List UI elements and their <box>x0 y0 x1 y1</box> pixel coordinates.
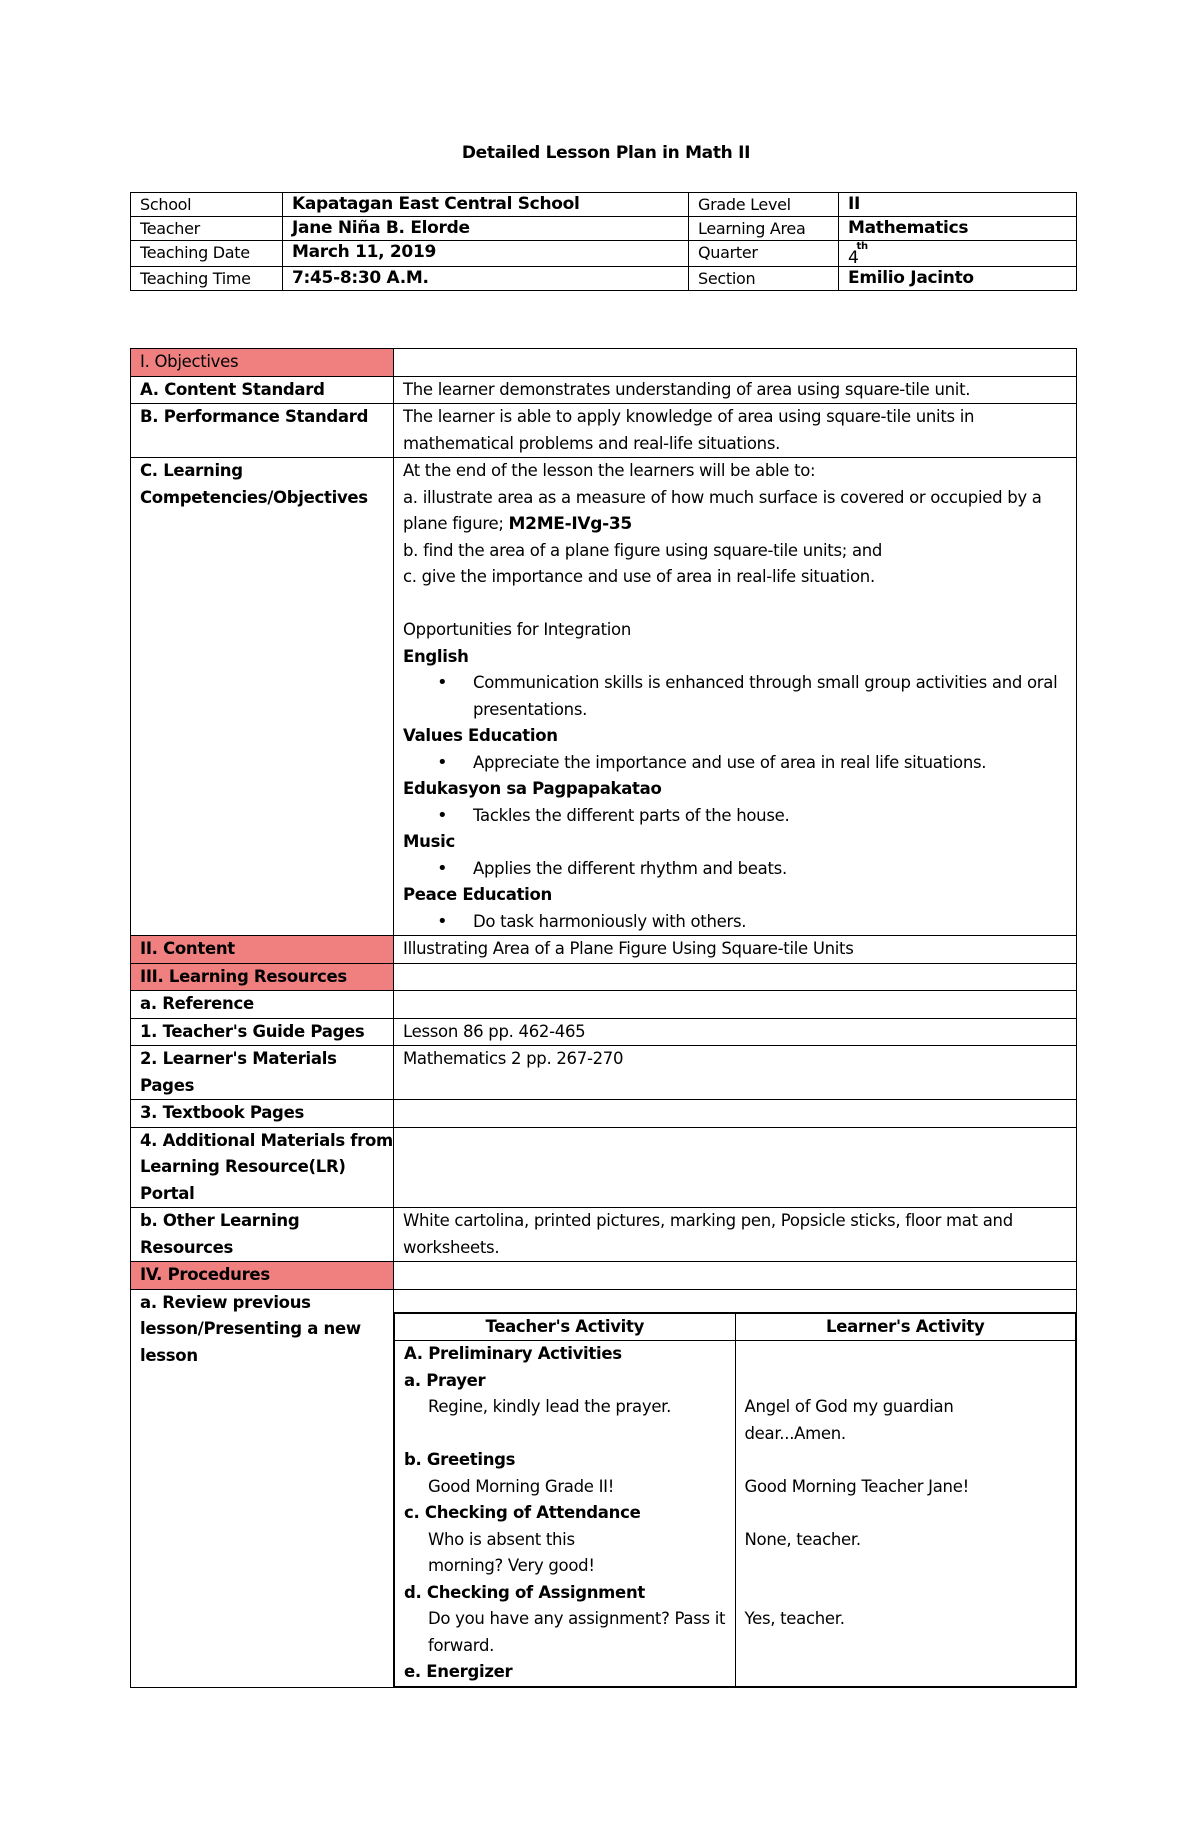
reference-label: a. Reference <box>131 991 394 1019</box>
section-label: Section <box>689 267 839 291</box>
prayer-title: a. Prayer <box>404 1370 486 1390</box>
grade-value: II <box>839 193 1077 217</box>
energizer-title: e. Energizer <box>404 1662 513 1681</box>
other-resources-label: b. Other Learning Resources <box>131 1208 394 1262</box>
greetings-teacher: Good Morning Grade II! <box>428 1476 615 1496</box>
procedures-heading: IV. Procedures <box>131 1262 394 1290</box>
teachers-guide-value: Lesson 86 pp. 462-465 <box>394 1018 1077 1046</box>
quarter-value <box>839 241 1077 267</box>
area-label: Learning Area <box>689 217 839 241</box>
reference-blank <box>394 991 1077 1019</box>
date-value: March 11, 2019 <box>283 241 689 267</box>
additional-materials-blank <box>394 1127 1077 1208</box>
learners-materials-label: 2. Learner's Materials Pages <box>131 1046 394 1100</box>
objectives-heading: I. Objectives <box>131 349 394 377</box>
teacher-activity-header: Teacher's Activity <box>395 1313 736 1341</box>
integration-subject-music: Music <box>403 832 455 851</box>
prayer-learner: Angel of God my guardian dear...Amen. <box>744 1397 954 1443</box>
attendance-teacher: Who is absent this morning? Very good! <box>428 1529 595 1575</box>
date-label: Teaching Date <box>131 241 283 267</box>
school-value: Kapatagan East Central School <box>283 193 689 217</box>
preliminary-title: A. Preliminary Activities <box>404 1344 622 1363</box>
greetings-learner: Good Morning Teacher Jane! <box>744 1476 969 1496</box>
integration-item: • Communication skills is enhanced through small group activities and oral presentations. <box>473 670 1076 723</box>
learners-materials-value: Mathematics 2 pp. 267-270 <box>394 1046 1077 1100</box>
activity-cell <box>394 1289 1077 1687</box>
assignment-learner: Yes, teacher. <box>744 1609 845 1628</box>
activity-table <box>394 1313 1076 1687</box>
attendance-learner: None, teacher. <box>744 1529 861 1549</box>
other-resources-value: White cartolina, printed pictures, marking pen, Popsicle sticks, floor mat and worksheets. <box>394 1208 1077 1262</box>
resources-heading-blank <box>394 963 1077 991</box>
integration-item: • Appreciate the importance and use of area in real life situations. <box>473 750 1076 777</box>
integration-subject-peace: Peace Education <box>403 885 553 904</box>
integration-subject-english: English <box>403 646 469 666</box>
performance-standard-label: B. Performance Standard <box>131 404 394 458</box>
integration-title: Opportunities for Integration <box>403 620 631 639</box>
quarter-label: Quarter <box>689 241 839 267</box>
content-value: Illustrating Area of a Plane Figure Using Square-tile Units <box>394 936 1077 964</box>
objective-a-code: M2ME-IVg-35 <box>508 514 632 534</box>
review-label: a. Review previous lesson/Presenting a new lesson <box>131 1289 394 1687</box>
teacher-label: Teacher <box>131 217 283 241</box>
greetings-title: b. Greetings <box>404 1450 516 1469</box>
content-standard-value: The learner demonstrates understanding of area using square-tile unit. <box>394 376 1077 404</box>
objective-a <box>403 485 1076 538</box>
integration-subject-esp: Edukasyon sa Pagpapakatao <box>403 779 662 798</box>
textbook-label: 3. Textbook Pages <box>131 1100 394 1128</box>
teachers-guide-label: 1. Teacher's Guide Pages <box>131 1018 394 1046</box>
lesson-plan-table <box>130 348 1077 1688</box>
performance-standard-value: The learner is able to apply knowledge of area using square-tile units in mathematical problems and real-life situations. <box>394 404 1077 458</box>
objectives-heading-blank <box>394 349 1077 377</box>
integration-item: • Tackles the different parts of the house. <box>473 803 1076 830</box>
quarter-number: 4 <box>848 248 859 267</box>
document-title: Detailed Lesson Plan in Math II <box>461 143 751 163</box>
objective-b: b. find the area of a plane figure using square-tile units; and <box>403 540 883 560</box>
assignment-title: d. Checking of Assignment <box>404 1582 645 1602</box>
learner-activity-column <box>735 1341 1076 1687</box>
content-heading: II. Content <box>131 936 394 964</box>
quarter-suffix: th <box>856 241 868 252</box>
objective-c: c. give the importance and use of area in real-life situation. <box>403 567 875 586</box>
attendance-title: c. Checking of Attendance <box>404 1503 641 1522</box>
school-label: School <box>131 193 283 217</box>
textbook-blank <box>394 1100 1077 1128</box>
content-standard-label: A. Content Standard <box>131 376 394 404</box>
additional-materials-label: 4. Additional Materials from Learning Resource(LR) Portal <box>131 1127 394 1208</box>
integration-item: • Applies the different rhythm and beats. <box>473 856 1076 883</box>
section-value: Emilio Jacinto <box>839 267 1077 291</box>
area-value: Mathematics <box>839 217 1077 241</box>
assignment-teacher: Do you have any assignment? Pass it forward. <box>428 1609 726 1655</box>
competencies-cell <box>394 458 1077 936</box>
teacher-activity-column <box>395 1341 736 1687</box>
resources-heading: III. Learning Resources <box>131 963 394 991</box>
teacher-value: Jane Niña B. Elorde <box>283 217 689 241</box>
integration-item: • Do task harmoniously with others. <box>473 909 1076 936</box>
objective-a-text: a. illustrate area as a measure of how much surface is covered or occupied by a plane figure; <box>403 487 1042 533</box>
competencies-label: C. Learning Competencies/Objectives <box>131 458 394 936</box>
integration-subject-values: Values Education <box>403 726 558 745</box>
prayer-teacher: Regine, kindly lead the prayer. <box>428 1397 672 1416</box>
learner-activity-header: Learner's Activity <box>735 1313 1076 1341</box>
time-value: 7:45-8:30 A.M. <box>283 267 689 291</box>
procedures-heading-blank <box>394 1262 1077 1290</box>
grade-label: Grade Level <box>689 193 839 217</box>
time-label: Teaching Time <box>131 267 283 291</box>
lesson-info-table <box>130 192 1077 291</box>
competencies-intro: At the end of the lesson the learners will be able to: <box>403 461 816 480</box>
